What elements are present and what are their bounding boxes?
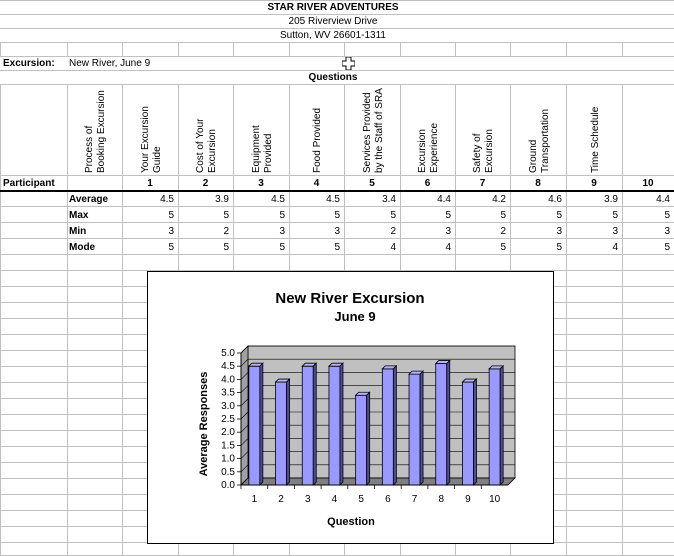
bar-side-3 [313, 363, 316, 485]
x-tick-label: 8 [438, 494, 445, 505]
bar-7 [409, 374, 420, 485]
question-header-7: Experience [429, 122, 440, 173]
y-axis-title: Average Responses [198, 371, 210, 477]
stat-cell[interactable]: 5 [612, 210, 618, 221]
cell-cursor-icon [342, 57, 355, 70]
stat-cell[interactable]: 5 [664, 242, 670, 253]
bar-side-4 [340, 363, 343, 485]
y-tick-label: 0.5 [221, 466, 235, 478]
stat-cell[interactable]: 5 [500, 210, 506, 221]
bar-side-9 [473, 379, 476, 485]
question-header-2: Your Excursion [140, 106, 151, 173]
grid-row-line [0, 238, 674, 239]
question-header-2: Guide [152, 146, 163, 173]
question-header-7: Excursion [417, 129, 428, 173]
question-header-5: Food Provided [312, 107, 323, 173]
grid-row-line [0, 206, 674, 207]
question-header-9: Transportation [540, 108, 551, 173]
stat-cell[interactable]: 3 [445, 226, 451, 237]
stat-label: Min [69, 226, 87, 237]
stat-cell[interactable]: 4.5 [271, 194, 285, 205]
chart-title: New River Excursion [275, 290, 425, 307]
question-number: 9 [591, 178, 597, 189]
bar-side-2 [287, 379, 290, 485]
question-number: 7 [479, 178, 486, 189]
y-tick-label: 5.0 [221, 348, 235, 359]
question-header-1: Process of [84, 125, 95, 173]
y-tick-label: 4.0 [221, 374, 235, 386]
question-header-4: Provided [263, 133, 274, 173]
bar-3 [302, 366, 313, 485]
stat-cell[interactable]: 4.4 [656, 194, 670, 205]
stat-cell[interactable]: 4.5 [160, 194, 174, 205]
stat-cell[interactable]: 3 [334, 226, 340, 237]
bar-2 [276, 382, 287, 485]
stat-cell[interactable]: 3 [556, 226, 562, 237]
x-tick-label: 4 [331, 494, 338, 505]
header-bottom-border [0, 190, 674, 192]
excursion-label: Excursion: [3, 58, 55, 69]
stat-cell[interactable]: 5 [168, 210, 174, 221]
stat-cell[interactable]: 4.6 [548, 194, 562, 205]
stat-cell[interactable]: 3 [664, 226, 670, 237]
y-tick-label: 3.0 [221, 400, 235, 412]
question-header-3: Cost of Your [195, 118, 206, 173]
y-tick-label: 2.0 [221, 427, 235, 439]
stat-cell[interactable]: 4.2 [492, 194, 506, 205]
question-header-8: Excursion [484, 129, 495, 173]
stat-cell[interactable]: 3.9 [215, 194, 229, 205]
stat-cell[interactable]: 5 [168, 242, 174, 253]
stat-cell[interactable]: 5 [500, 242, 506, 253]
stat-cell[interactable]: 3 [168, 226, 174, 237]
bar-chart [148, 272, 553, 543]
stat-cell[interactable]: 2 [223, 226, 229, 237]
bar-4 [329, 366, 340, 485]
y-tick-label: 1.5 [221, 440, 235, 452]
stat-cell[interactable]: 5 [445, 210, 451, 221]
stat-cell[interactable]: 3 [612, 226, 618, 237]
company-address: 205 Riverview Drive [288, 16, 378, 27]
question-header-1: Booking Excursion [96, 90, 107, 173]
stat-cell[interactable]: 5 [334, 210, 340, 221]
bar-side-7 [420, 371, 423, 485]
grid-row-line [0, 175, 674, 176]
x-tick-label: 7 [411, 494, 418, 505]
participant-label: Participant [3, 178, 55, 189]
bar-side-8 [447, 361, 450, 485]
x-tick-label: 6 [385, 494, 391, 505]
stat-cell[interactable]: 4.5 [326, 194, 340, 205]
bar-side-10 [500, 366, 503, 485]
question-header-6: Services Provided [362, 92, 373, 173]
stat-cell[interactable]: 3 [279, 226, 285, 237]
stat-cell[interactable]: 5 [279, 210, 285, 221]
excursion-value[interactable]: New River, June 9 [69, 58, 151, 69]
question-number: 8 [535, 178, 541, 189]
grid-row-line [0, 254, 674, 255]
bar-1 [249, 366, 260, 485]
question-header-9: Ground [528, 139, 539, 173]
y-tick-label: 1.0 [221, 453, 235, 465]
company-name: STAR RIVER ADVENTURES [267, 2, 399, 13]
x-tick-label: 5 [358, 494, 364, 505]
grid-row-line [0, 42, 674, 43]
bar-side-1 [260, 363, 263, 485]
stat-cell[interactable]: 5 [664, 210, 670, 221]
y-tick-label: 0.0 [221, 480, 235, 491]
y-tick-label: 2.5 [221, 414, 235, 425]
bar-9 [462, 382, 473, 485]
question-number: 4 [313, 178, 320, 189]
stat-label: Max [69, 210, 89, 221]
stat-cell[interactable]: 5 [334, 242, 340, 253]
question-header-4: Equipment [251, 125, 262, 173]
question-header-6: by the Staff of SRA [374, 88, 385, 173]
y-tick-label: 3.5 [221, 387, 235, 399]
bar-side-6 [393, 366, 396, 485]
x-tick-label: 1 [251, 494, 258, 505]
question-number: 5 [369, 178, 375, 189]
stat-cell[interactable]: 5 [279, 242, 285, 253]
stat-cell[interactable]: 4 [390, 242, 396, 253]
question-number: 2 [202, 178, 209, 189]
chart-area[interactable] [147, 271, 554, 544]
question-number: 1 [147, 178, 153, 189]
x-tick-label: 10 [489, 494, 501, 505]
question-header-10: Time Schedule [590, 106, 601, 173]
question-header-8: Safety of [472, 133, 483, 173]
question-number: 6 [424, 178, 431, 189]
question-number: 3 [258, 178, 264, 189]
bar-side-5 [367, 392, 370, 485]
stat-cell[interactable]: 4 [445, 242, 451, 253]
stat-cell[interactable]: 3.4 [382, 194, 396, 205]
stat-label: Mode [69, 242, 96, 253]
company-city: Sutton, WV 26601-1311 [280, 30, 386, 41]
stat-cell[interactable]: 4.4 [437, 194, 451, 205]
stat-cell[interactable]: 5 [556, 210, 562, 221]
stat-cell[interactable]: 4 [612, 242, 618, 253]
x-tick-label: 3 [304, 494, 311, 505]
questions-header: Questions [308, 72, 358, 83]
stat-cell[interactable]: 2 [390, 226, 396, 237]
x-tick-label: 9 [465, 494, 471, 505]
merged-cell-bg [181, 57, 674, 70]
bar-8 [436, 364, 447, 485]
question-number: 10 [642, 178, 654, 189]
x-axis-title: Question [327, 516, 375, 528]
stat-cell[interactable]: 5 [223, 242, 229, 253]
bar-5 [356, 395, 367, 485]
question-header-3: Excursion [207, 129, 218, 173]
x-tick-label: 2 [278, 494, 284, 505]
stat-cell[interactable]: 5 [223, 210, 229, 221]
chart-subtitle: June 9 [334, 309, 376, 324]
stat-cell[interactable]: 5 [390, 210, 396, 221]
stat-label: Average [69, 194, 109, 205]
stat-cell[interactable]: 2 [500, 226, 506, 237]
grid-row-line [0, 222, 674, 223]
stat-cell[interactable]: 5 [556, 242, 562, 253]
y-tick-label: 4.5 [221, 361, 235, 373]
stat-cell[interactable]: 3.9 [604, 194, 618, 205]
bar-10 [489, 369, 500, 485]
bar-6 [382, 369, 393, 485]
